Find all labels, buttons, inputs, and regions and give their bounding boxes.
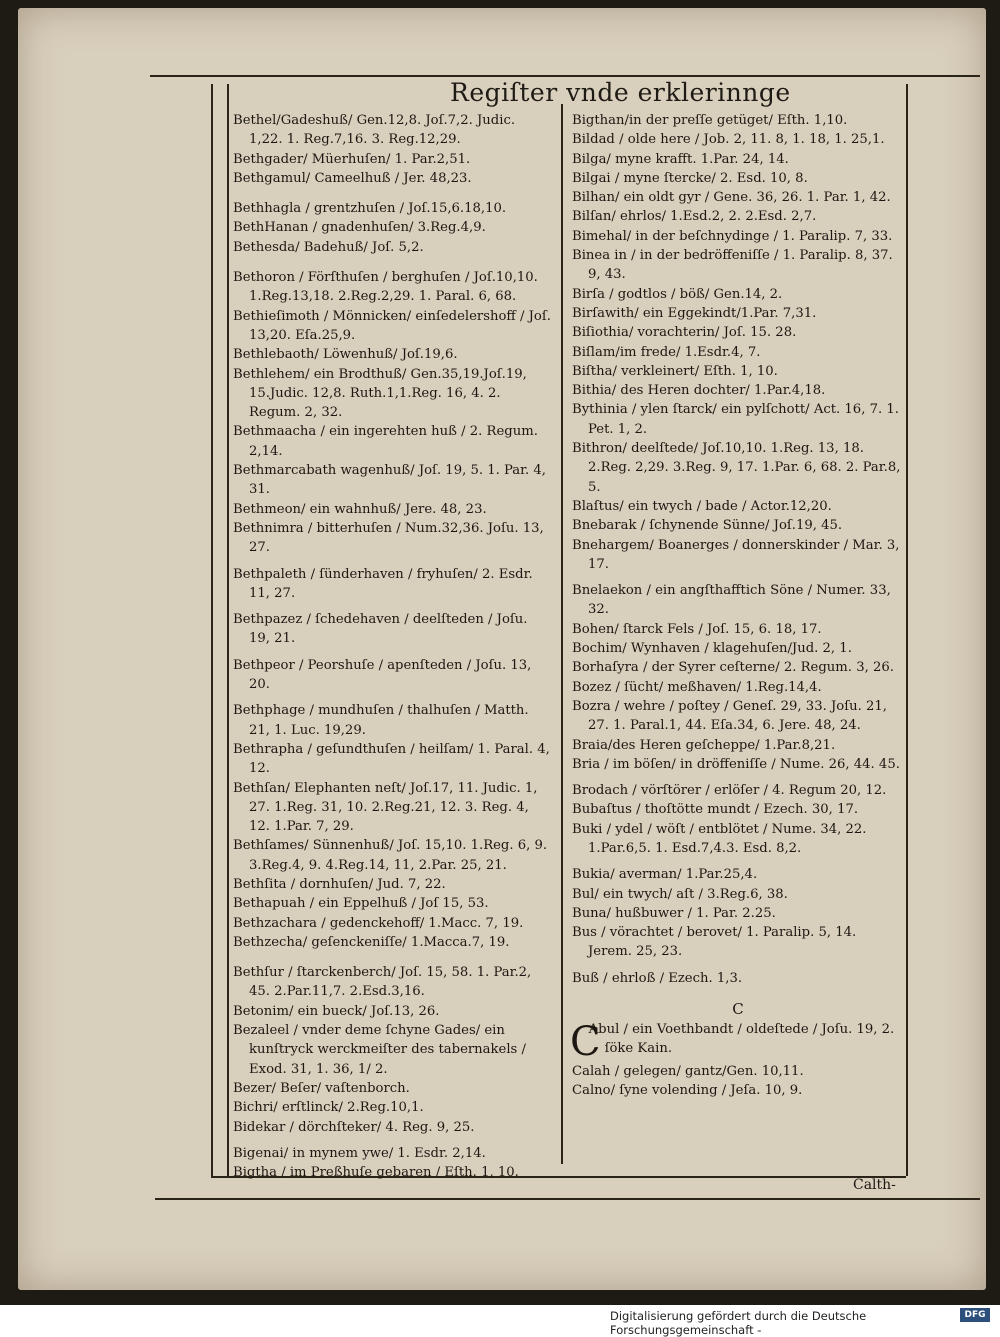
- footer-rule: [155, 1198, 980, 1200]
- register-entry: Birſawith/ ein Eggekindt/1.Par. 7,31.: [572, 305, 817, 321]
- page-title: Regiſter vnde erklerinnge: [450, 78, 791, 107]
- register-entry: Bethel/Gadeshuß/ Gen.12,8. Joſ.7,2. Judic. 1,22. 1. Reg.7,16. 3. Reg.12,29.: [233, 113, 516, 148]
- right-column: [572, 111, 904, 1101]
- register-entry: Bethſita / dornhuſen/ Jud. 7, 22.: [233, 876, 446, 892]
- register-entry: Bozez / ſücht/ meßhaven/ 1.Reg.14,4.: [572, 679, 822, 695]
- left-column: [233, 111, 551, 1182]
- register-entry: Borhaſyra / der Syrer ceſterne/ 2. Regum. 3, 26.: [572, 660, 894, 676]
- register-entry: Bethoron / Förſthuſen / berghuſen / Joſ.10,10. 1.Reg.13,18. 2.Reg.2,29. 1. Paral. 6, 68.: [233, 270, 538, 305]
- register-entry: Calah / gelegen/ gantz/Gen. 10,11.: [572, 1064, 804, 1080]
- register-entry: Bythinia / ylen ſtarck/ ein pylſchott/ Act. 16, 7. 1. Pet. 1, 2.: [572, 402, 899, 437]
- register-entry: Bozra / wehre / poſtey / Geneſ. 29, 33. Joſu. 21, 27. 1. Paral.1, 44. Eſa.34, 6. Jere. 48, 24.: [572, 698, 887, 734]
- register-entry: Bethesda/ Badehuß/ Joſ. 5,2.: [233, 239, 424, 255]
- register-entry: Betonim/ ein bueck/ Joſ.13, 26.: [233, 1003, 440, 1019]
- register-entry: Bigthan/in der preſſe getüget/ Eſth. 1,10.: [572, 113, 848, 128]
- register-entry: Bethpeor / Peorshuſe / apenſteden / Joſu. 13, 20.: [233, 657, 532, 693]
- register-entry: Blaſtus/ ein twych / bade / Actor.12,20.: [572, 498, 832, 514]
- register-entry: BethHanan / gnadenhuſen/ 3.Reg.4,9.: [233, 220, 486, 236]
- register-entry: Birſa / godtlos / böß/ Gen.14, 2.: [572, 286, 783, 302]
- register-entry: Bohen/ ſtarck Fels / Joſ. 15, 6. 18, 17.: [572, 621, 822, 637]
- register-entry: Biſlam/im frede/ 1.Esdr.4, 7.: [572, 344, 761, 360]
- register-entry: Bildad / olde here / Job. 2, 11. 8, 1. 18, 1. 25,1.: [572, 132, 885, 148]
- register-entry: Bezaleel / vnder deme ſchyne Gades/ ein kunſtryck werckmeiſter des tabernakels / Exod. 31, 1. 36, 1/ 2.: [233, 1023, 526, 1077]
- register-entry: Bochim/ Wynhaven / klagehuſen/Jud. 2, 1.: [572, 641, 852, 657]
- register-entry: Bethmaacha / ein ingerehten huß / 2. Regum. 2,14.: [233, 424, 538, 459]
- register-entry: Bus / vörachtet / berovet/ 1. Paralip. 5, 14. Jerem. 25, 23.: [572, 925, 857, 960]
- register-entry: Bethpazez / ſchedehaven / deelſteden / Joſu. 19, 21.: [233, 612, 528, 647]
- register-entry: Bilſan/ ehrlos/ 1.Esd.2, 2. 2.Esd. 2,7.: [572, 209, 817, 225]
- register-entry: Bethſan/ Elephanten neſt/ Joſ.17, 11. Judic. 1, 27. 1.Reg. 31, 10. 2.Reg.21, 12. 3. Reg. 4, 12. 1.Par. 7, 29.: [233, 780, 538, 835]
- register-entry: Buki / ydel / wöſt / entblötet / Nume. 34, 22. 1.Par.6,5. 1. Esd.7,4.3. Esd. 8,2.: [572, 821, 867, 856]
- register-entry: Bethlebaoth/ Löwenhuß/ Joſ.19,6.: [233, 347, 458, 363]
- drop-cap: C: [570, 1019, 601, 1066]
- register-entry: Bubaſtus / thoſtötte mundt / Ezech. 30, 17.: [572, 802, 859, 818]
- register-entry: Bethpaleth / ſünderhaven / fryhuſen/ 2. Esdr. 11, 27.: [233, 566, 533, 601]
- register-entry: Bethrapha / geſundthuſen / heilſam/ 1. Paral. 4, 12.: [233, 741, 550, 777]
- register-entry: Bethgader/ Müerhuſen/ 1. Par.2,51.: [233, 151, 471, 167]
- column-divider: [561, 104, 563, 1164]
- register-entry: Bnehargem/ Boanerges / donnerskinder / Mar. 3, 17.: [572, 537, 900, 572]
- left-inner-border-line: [227, 84, 229, 1176]
- register-entry: Bezer/ Beſer/ vaſtenborch.: [233, 1080, 410, 1096]
- register-entry: Bethlehem/ ein Brodthuß/ Gen.35,19.Joſ.19, 15.Judic. 12,8. Ruth.1,1.Reg. 16, 4. 2. Regum. 2, 32.: [233, 366, 527, 421]
- register-entry: Bethieſimoth / Mönnicken/ einſedelershoff / Joſ. 13,20. Eſa.25,9.: [233, 308, 551, 343]
- register-entry: Bilhan/ ein oldt gyr / Gene. 36, 26. 1. Par. 1, 42.: [572, 190, 891, 206]
- register-entry: Bigenai/ in mynem ywe/ 1. Esdr. 2,14.: [233, 1145, 486, 1161]
- left-border-line: [211, 84, 213, 1176]
- register-entry: Brodach / vörſtörer / erlöſer / 4. Regum 20, 12.: [572, 783, 887, 799]
- register-entry: Bethhagla / grentzhuſen / Joſ.15,6.18,10.: [233, 201, 507, 217]
- register-entry: Bnelaekon / ein angſthafftich Söne / Numer. 33, 32.: [572, 583, 891, 618]
- section-c-first-entry: [570, 1019, 904, 1066]
- register-entry: Bethſames/ Sünnenhuß/ Joſ. 15,10. 1.Reg. 6, 9. 3.Reg.4, 9. 4.Reg.14, 11, 2.Par. 25, 21.: [233, 838, 548, 873]
- register-entry: Bethmeon/ ein wahnhuß/ Jere. 48, 23.: [233, 501, 487, 517]
- register-entry: Bethgamul/ Cameelhuß / Jer. 48,23.: [233, 170, 472, 186]
- dfg-logo: DFG: [960, 1308, 990, 1322]
- register-entry: Braia/des Heren geſcheppe/ 1.Par.8,21.: [572, 737, 836, 753]
- catchword: Calth-: [853, 1177, 896, 1193]
- register-entry: Calno/ ſyne volending / Jeſa. 10, 9.: [572, 1083, 803, 1099]
- header-rule: [150, 75, 980, 77]
- register-entry: Biſiothia/ vorachterin/ Joſ. 15. 28.: [572, 325, 797, 341]
- register-entry: Bichri/ erſtlinck/ 2.Reg.10,1.: [233, 1100, 424, 1116]
- register-entry: Biſtha/ verkleinert/ Eſth. 1, 10.: [572, 363, 778, 379]
- register-entry: Binea in / in der bedröffeniſſe / 1. Paralip. 8, 37. 9, 43.: [572, 248, 893, 283]
- section-letter-c: C: [732, 1000, 744, 1019]
- register-entry-text: Abul / ein Voethbandt / oldeſtede / Joſu. 19, 2. ſöke Kain.: [588, 1022, 895, 1057]
- register-entry: Bukia/ averman/ 1.Par.25,4.: [572, 867, 758, 883]
- digitization-credit: Digitalisierung gefördert durch die Deutsche Forschungsgemeinschaft -: [610, 1309, 867, 1337]
- register-entry: Bria / im böſen/ in dröffeniſſe / Nume. 26, 44. 45.: [572, 756, 900, 772]
- register-entry: Bethnimra / bitterhuſen / Num.32,36. Joſu. 13, 27.: [233, 520, 544, 556]
- register-entry: Buna/ hußbuwer / 1. Par. 2.25.: [572, 905, 776, 921]
- register-entry: Bigtha / im Preßhuſe gebaren / Eſth. 1, 10.: [233, 1165, 519, 1181]
- register-entry: Bilga/ myne krafft. 1.Par. 24, 14.: [572, 151, 789, 167]
- register-entry: Bithia/ des Heren dochter/ 1.Par.4,18.: [572, 383, 826, 399]
- register-entry: Bethphage / mundhuſen / thalhuſen / Matth. 21, 1. Luc. 19,29.: [233, 703, 529, 738]
- right-border-line: [906, 84, 908, 1176]
- register-entry: Bethapuah / ein Eppelhuß / Joſ 15, 53.: [233, 896, 489, 912]
- register-entry: Bimehal/ in der beſchnydinge / 1. Paralip. 7, 33.: [572, 228, 893, 244]
- register-entry: Bidekar / dörchſteker/ 4. Reg. 9, 25.: [233, 1119, 475, 1135]
- register-entry: Bethſur / ſtarckenberch/ Joſ. 15, 58. 1. Par.2, 45. 2.Par.11,7. 2.Esd.3,16.: [233, 965, 532, 1000]
- register-entry: Bethzachara / gedenckehoff/ 1.Macc. 7, 19.: [233, 915, 524, 931]
- register-entry: Bithron/ deelſtede/ Joſ.10,10. 1.Reg. 13, 18. 2.Reg. 2,29. 3.Reg. 9, 17. 1.Par. 6, 68. 2. Par.8, 5.: [572, 441, 901, 495]
- register-entry: Buß / ehrloß / Ezech. 1,3.: [572, 970, 743, 986]
- register-entry: Bul/ ein twych/ aſt / 3.Reg.6, 38.: [572, 886, 788, 902]
- register-entry: Bethzecha/ geſenckeniſſe/ 1.Macca.7, 19.: [233, 934, 510, 950]
- register-entry: Bethmarcabath wagenhuß/ Joſ. 19, 5. 1. Par. 4, 31.: [233, 463, 546, 498]
- register-entry: Bnebarak / ſchynende Sünne/ Joſ.19, 45.: [572, 518, 843, 534]
- register-entry: Bilgai / myne ſtercke/ 2. Esd. 10, 8.: [572, 170, 808, 186]
